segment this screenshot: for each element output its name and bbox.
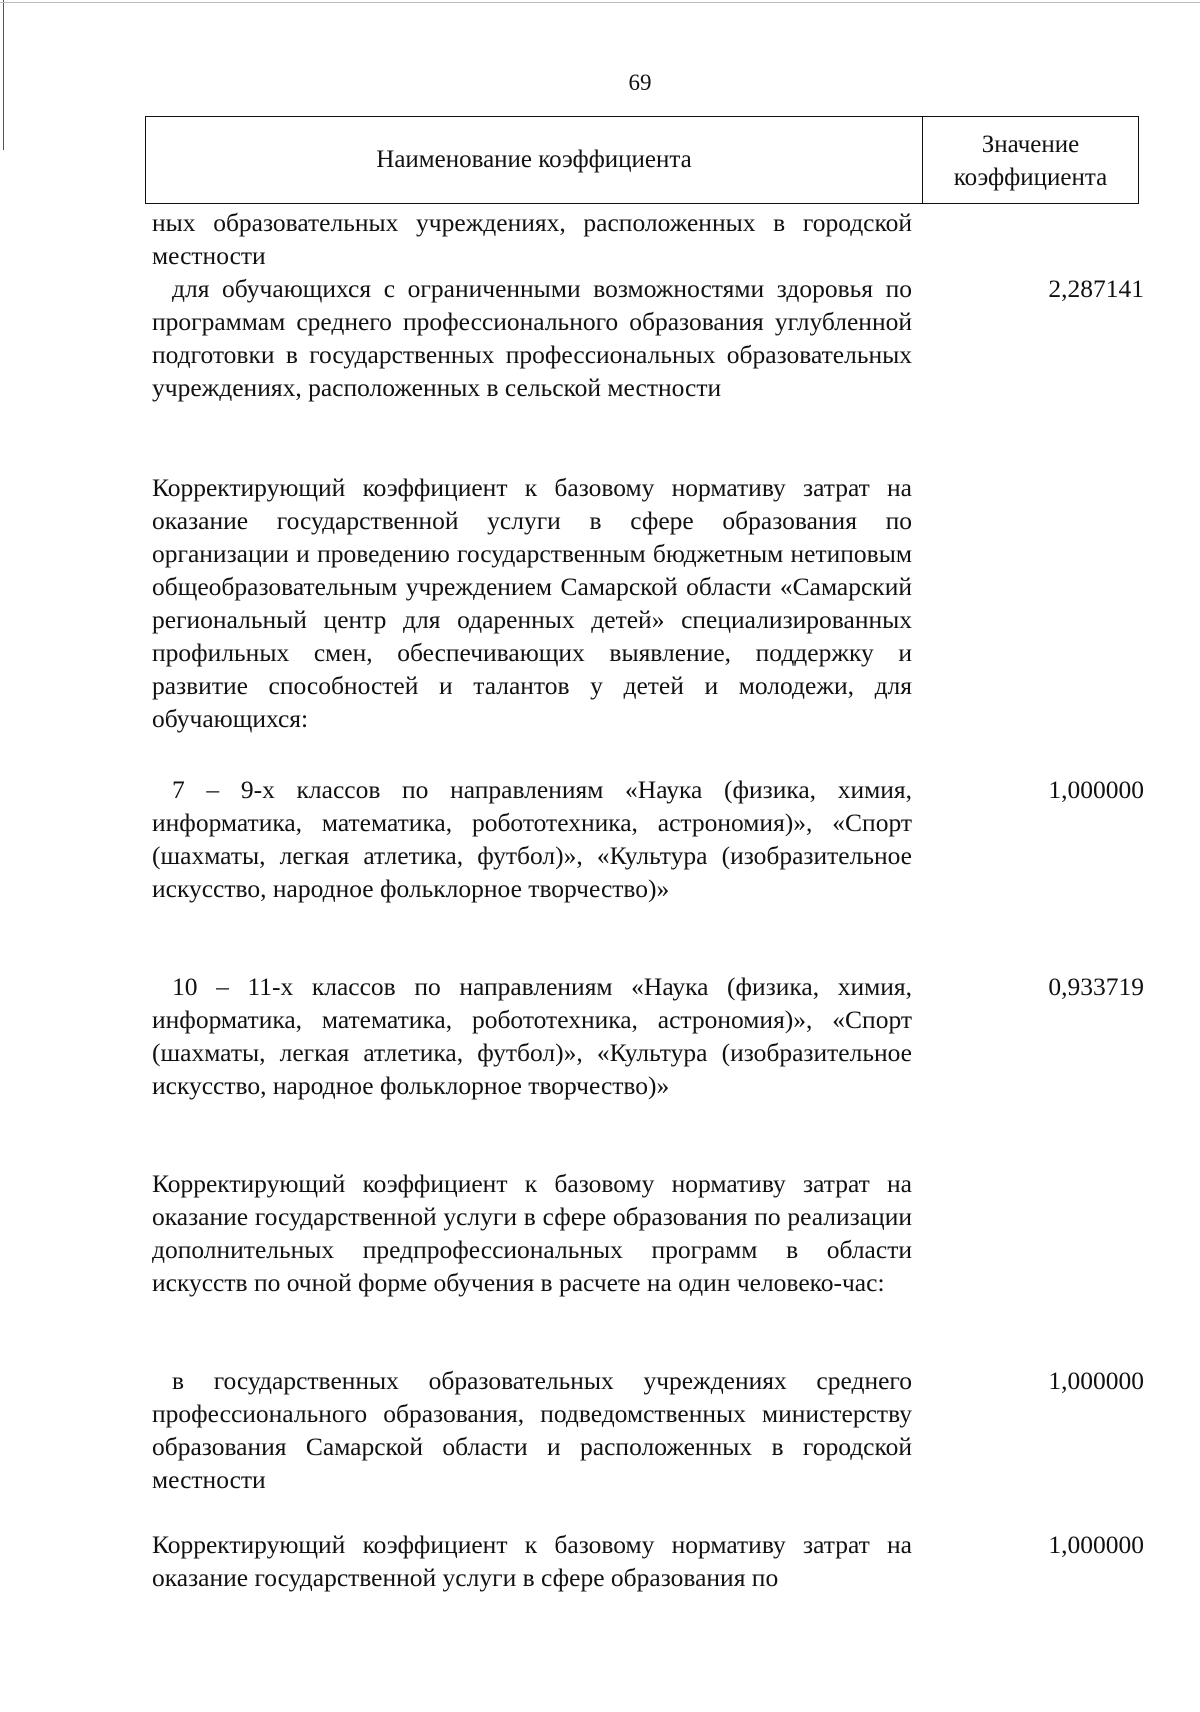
row-text: Корректирующий коэффициент к базовому нормативу затрат на оказание государственной услуги в сфере образования по реализации дополнительных предпрофессиональных программ в области искусств по очной форме обучения в расчете на один человеко-час: — [152, 1169, 912, 1297]
header-value-line-2: коэффициента — [953, 164, 1108, 191]
page-number: 69 — [628, 70, 652, 95]
row-text: 7 – 9-х классов по направлениям «Наука (физика, химия, информатика, математика, робототехника, астрономия)», «Спорт (шахматы, легкая атлетика, футбол)», «Культура (изобразительное искусство, народное фольклорное творчество)» — [152, 775, 912, 903]
row-value: 1,000000 — [1048, 775, 1144, 804]
table-row — [152, 471, 1152, 735]
table-header — [145, 116, 1139, 204]
row-value: 0,933719 — [1048, 972, 1144, 1001]
table-row — [152, 773, 1152, 905]
table-row — [152, 206, 1152, 272]
row-text: 10 – 11-х классов по направлениям «Наука (физика, химия, информатика, математика, робототехника, астрономия)», «Спорт (шахматы, легкая атлетика, футбол)», «Культура (изобразительное искусство, народное фольклорное творчество)» — [152, 972, 912, 1100]
row-text: Корректирующий коэффициент к базовому нормативу затрат на оказание государственной услуги в сфере образования по организации и проведению государственным бюджетным нетиповым общеобразовательным учреждением Самарской области «Самарский региональный центр для одаренных детей» специализированных профильных смен, обеспечивающих выявление, поддержку и развитие способностей и талантов у детей и молодежи, для обучающихся: — [152, 473, 912, 733]
header-coefficient-name: Наименование коэффициента — [146, 117, 923, 203]
table-row — [152, 1528, 1152, 1594]
row-value: 1,000000 — [1048, 1366, 1144, 1395]
row-value: 1,000000 — [1048, 1530, 1144, 1559]
table-row — [152, 1364, 1152, 1496]
row-text: Корректирующий коэффициент к базовому нормативу затрат на оказание государственной услуги в сфере образования по — [152, 1530, 912, 1592]
row-value: 2,287141 — [1048, 274, 1144, 303]
table-row — [152, 970, 1152, 1102]
row-text: в государственных образовательных учреждениях среднего профессионального образования, подведомственных министерству образования Самарской области и расположенных в городской местности — [152, 1366, 912, 1494]
header-coefficient-value — [923, 117, 1138, 203]
row-text: ных образовательных учреждениях, расположенных в городской местности — [152, 208, 912, 270]
table-row — [152, 272, 1152, 404]
table-row — [152, 1167, 1152, 1299]
header-value-line-1: Значение — [981, 131, 1080, 158]
row-text: для обучающихся с ограниченными возможностями здоровья по программам среднего профессионального образования углубленной подготовки в государственных профессиональных образовательных учреждениях, расположенных в сельской местности — [152, 274, 912, 402]
scan-edge-top — [0, 2, 1200, 3]
